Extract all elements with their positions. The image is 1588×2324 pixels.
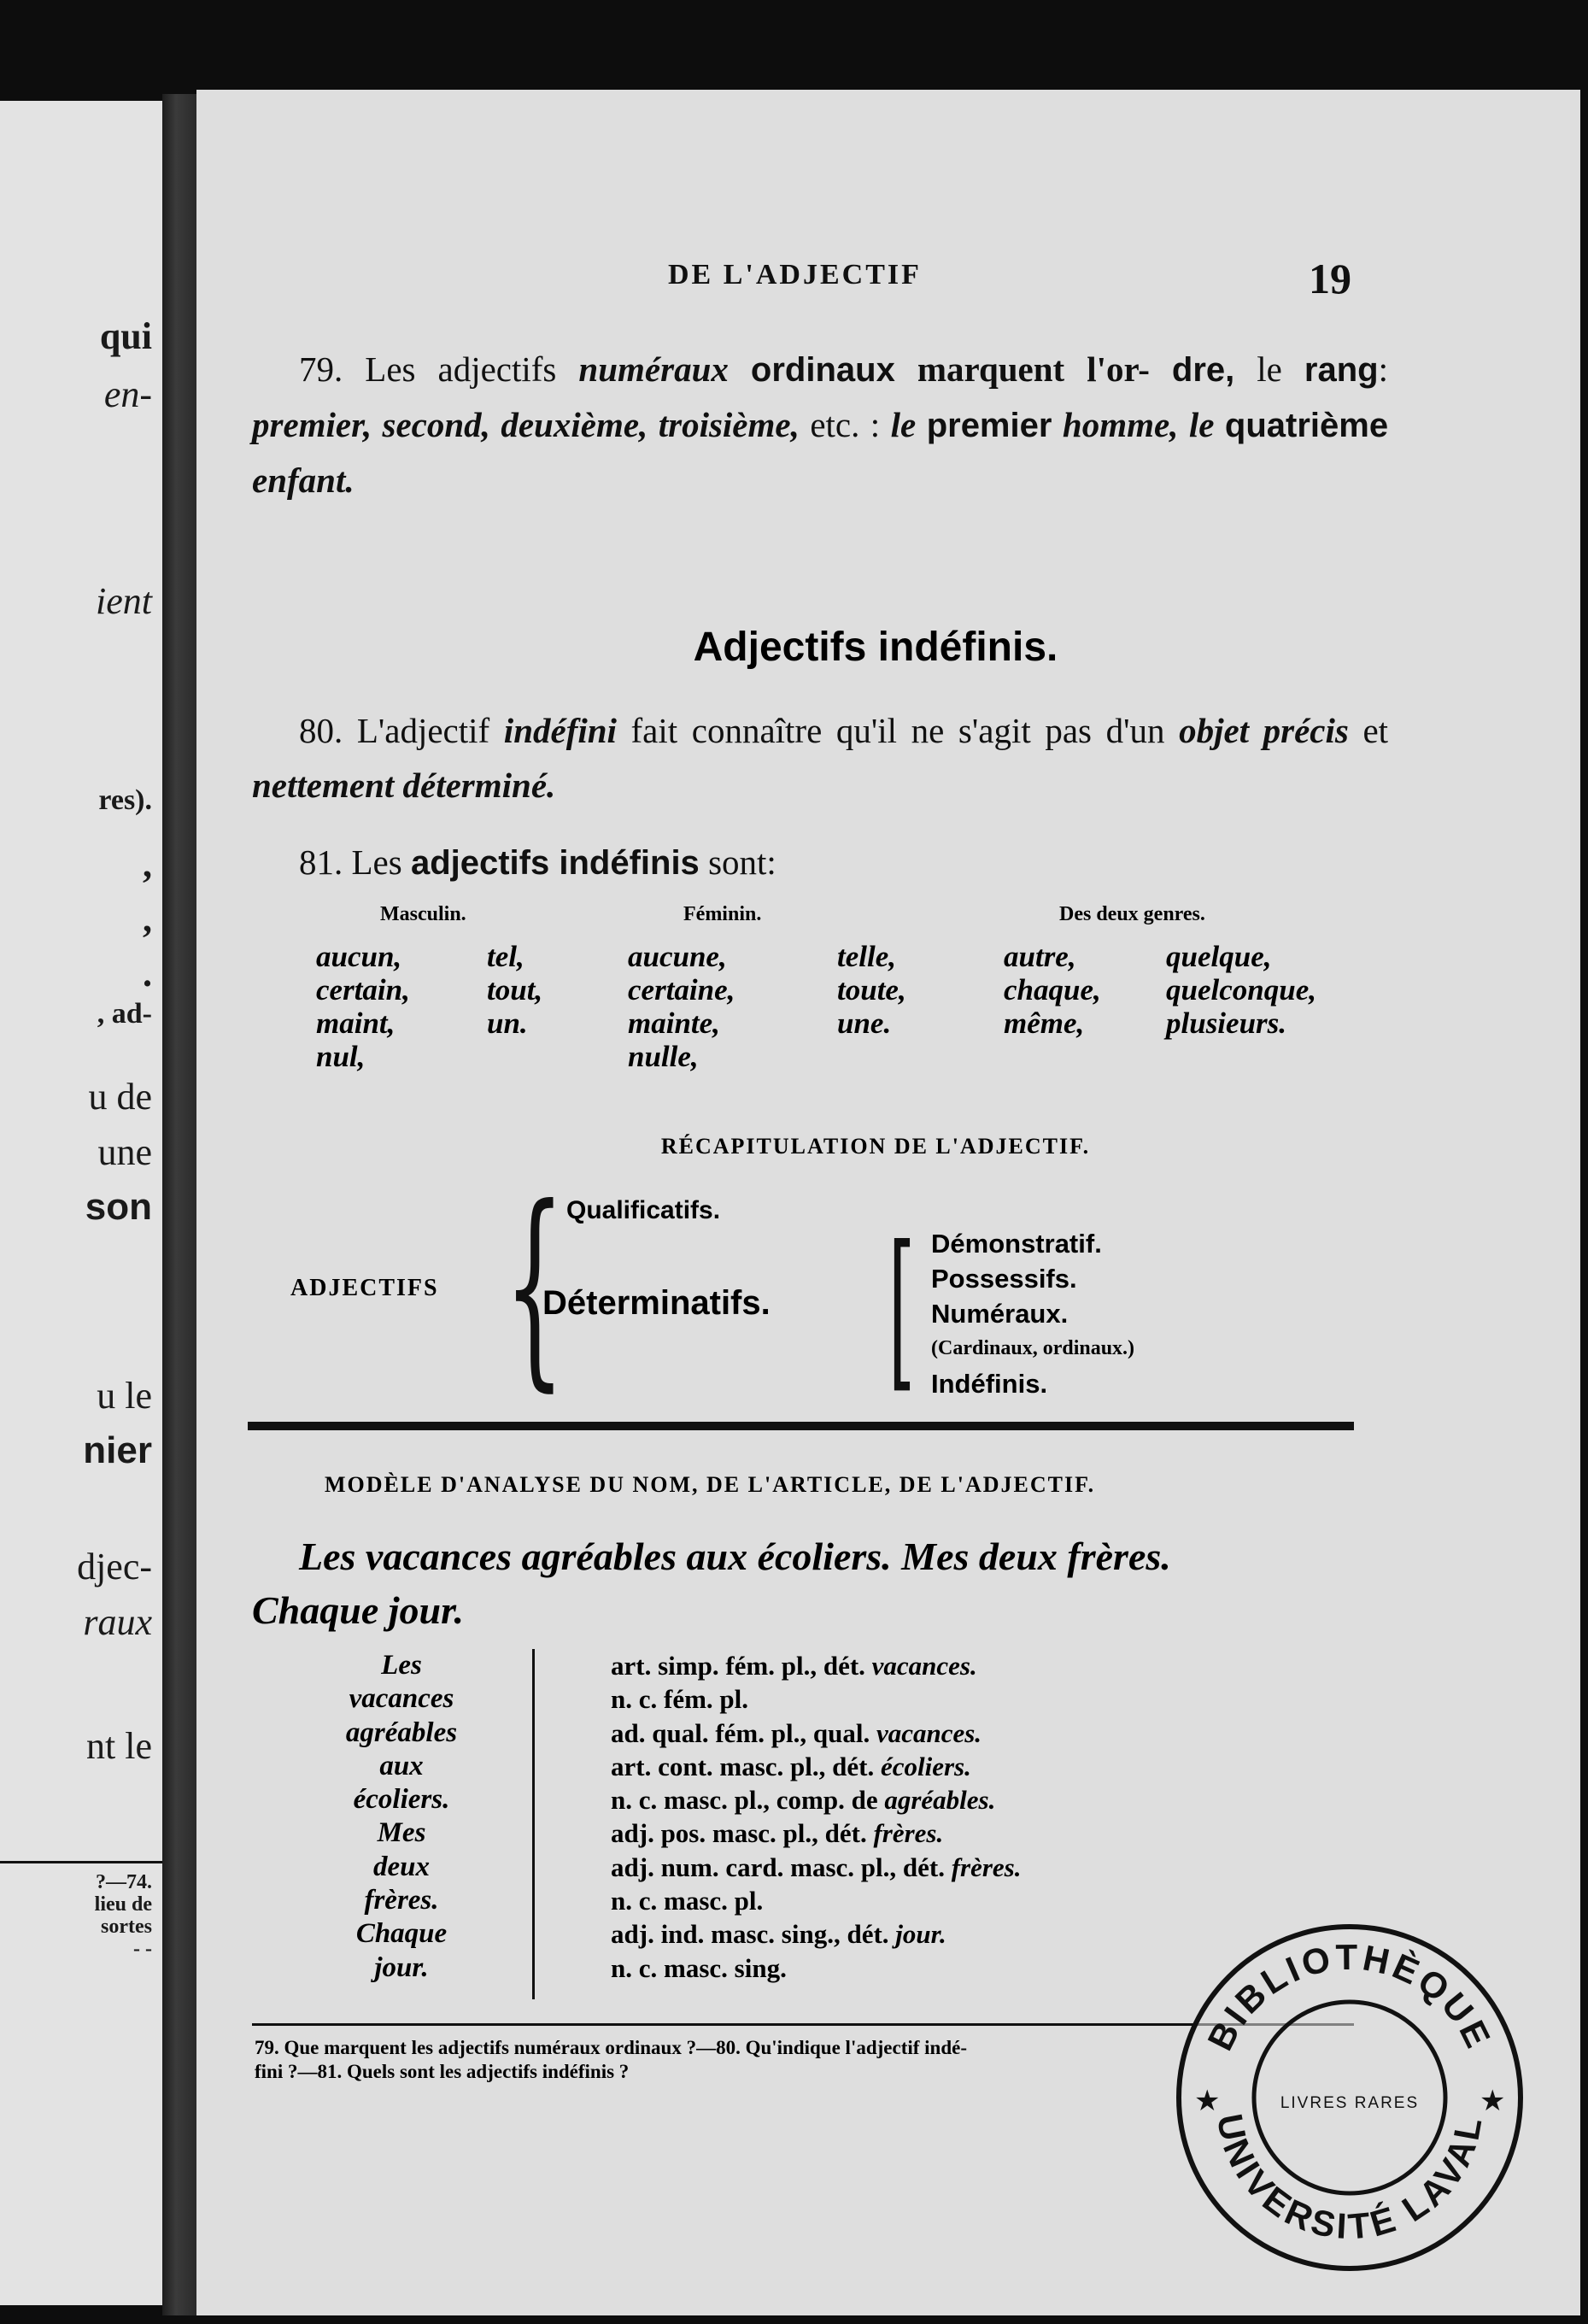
page-number: 19	[1309, 255, 1351, 302]
analysis-description-column	[611, 1649, 1022, 1985]
analysis-word: jour.	[374, 1951, 429, 1983]
stamp-center-text: LIVRES RARES	[1280, 2094, 1420, 2112]
fragment: .	[143, 953, 152, 995]
recap-determinatifs: Déterminatifs.	[542, 1284, 771, 1322]
fragment: u le	[97, 1375, 152, 1417]
word: nulle,	[628, 1040, 699, 1073]
masculine-column-2	[487, 940, 542, 1040]
fragment: , ad-	[97, 998, 152, 1030]
paragraph-79: 79. Les adjectifs numéraux ordinaux marquent l'or- dre, le rang: premier, second, deuxième, troisième, etc. : le premier homme, le quatrième enfant.	[252, 349, 1389, 500]
word: aucun,	[316, 940, 402, 973]
analysis-row: ad. qual. fém. pl., qual. vacances.	[611, 1717, 982, 1748]
footnote-line: 79. Que marquent les adjectifs numéraux ordinaux ?—80. Qu'indique l'adjectif indé-	[255, 2037, 968, 2058]
analysis-word: aux	[379, 1750, 424, 1781]
analysis-divider	[532, 1649, 535, 1999]
footnote	[255, 2036, 1331, 2084]
analysis-word: Les	[381, 1650, 422, 1681]
word: certain,	[316, 973, 410, 1006]
recap-sub: Indéfinis.	[931, 1369, 1048, 1399]
word: une.	[837, 1006, 892, 1040]
both-genders-column-2	[1166, 940, 1316, 1040]
paragraph-80: 80. L'adjectif indéfini fait connaître qu'il ne s'agit pas d'un objet précis et nettement déterminé.	[252, 711, 1389, 805]
star-icon: ★	[1194, 2084, 1221, 2118]
footnote-line: fini ?—81. Quels sont les adjectifs indéfinis ?	[255, 2061, 630, 2082]
fragment: ,	[143, 843, 152, 885]
masculine-heading: Masculin.	[380, 903, 466, 925]
analysis-row: adj. ind. masc. sing., dét. jour.	[611, 1919, 946, 1950]
brace-icon: {	[504, 1161, 565, 1410]
fragment: res).	[98, 784, 152, 816]
fragment: qui	[99, 315, 152, 357]
recap-sub: Possessifs.	[931, 1264, 1077, 1294]
recap-title: RÉCAPITULATION DE L'ADJECTIF.	[660, 1134, 1091, 1159]
fragment: - -	[133, 1938, 152, 1960]
example-line: Les vacances agréables aux écoliers. Mes deux frères.	[299, 1535, 1171, 1578]
recap-sub-note: (Cardinaux, ordinaux.)	[931, 1337, 1135, 1359]
word: maint,	[316, 1006, 396, 1040]
fragment: djec-	[77, 1546, 152, 1587]
word: telle,	[837, 940, 896, 973]
paragraph-number: 81.	[299, 842, 343, 882]
both-genders-column-1	[1004, 940, 1101, 1040]
analysis-word: Mes	[377, 1817, 426, 1849]
feminine-heading: Féminin.	[683, 903, 762, 925]
word: un.	[487, 1006, 528, 1040]
both-genders-heading: Des deux genres.	[1059, 903, 1205, 925]
analysis-row: art. simp. fém. pl., dét. vacances.	[611, 1651, 977, 1681]
word: tout,	[487, 973, 543, 1006]
recap-sub: Numéraux.	[931, 1299, 1069, 1329]
word: quelconque,	[1166, 973, 1316, 1006]
section-divider	[248, 1422, 1354, 1430]
analysis-row: n. c. masc. pl., comp. de agréables.	[611, 1785, 996, 1816]
section-heading: Adjectifs indéfinis.	[693, 625, 1058, 670]
word: même,	[1004, 1006, 1085, 1040]
paragraph-number: 80.	[299, 711, 343, 750]
fragment: son	[85, 1186, 152, 1228]
paragraph-81: 81. Les adjectifs indéfinis sont:	[252, 835, 1388, 890]
analysis-word-column	[308, 1649, 495, 1985]
fragment: une	[97, 1131, 152, 1173]
analysis-row: art. cont. masc. pl., dét. écoliers.	[611, 1751, 971, 1781]
recap-sub: Démonstratif.	[931, 1229, 1102, 1259]
word: autre,	[1004, 940, 1076, 973]
word: mainte,	[628, 1006, 720, 1040]
fragment: nier	[83, 1429, 152, 1471]
example-sentence	[252, 1529, 1388, 1637]
word: nul,	[316, 1040, 366, 1073]
word: tel,	[487, 940, 524, 973]
model-title: MODÈLE D'ANALYSE DU NOM, DE L'ARTICLE, DE L'ADJECTIF.	[325, 1472, 1096, 1497]
feminine-column-2	[837, 940, 906, 1040]
analysis-row: n. c. fém. pl.	[611, 1684, 749, 1715]
paragraph-number: 79.	[299, 349, 343, 389]
word: quelque,	[1166, 940, 1272, 973]
analysis-row: adj. pos. masc. pl., dét. frères.	[611, 1818, 944, 1849]
footnote-rule	[0, 1861, 162, 1863]
analysis-word: frères.	[364, 1885, 439, 1916]
fragment: nt le	[86, 1725, 152, 1767]
word: aucune,	[628, 940, 727, 973]
book-spine	[162, 94, 196, 2315]
stamp-top-text: BIBLIOTHÈQUE	[1199, 1936, 1500, 2057]
analysis-word: Chaque	[355, 1918, 448, 1950]
running-title: DE L'ADJECTIF	[668, 259, 922, 290]
analysis-row: n. c. masc. sing.	[611, 1952, 787, 1983]
brace-icon: [	[888, 1210, 916, 1409]
fragment: lieu de	[94, 1893, 152, 1916]
star-icon: ★	[1480, 2084, 1506, 2118]
analysis-word: écoliers.	[353, 1784, 450, 1816]
analysis-row: n. c. masc. pl.	[611, 1886, 764, 1916]
example-line: Chaque jour.	[252, 1588, 464, 1632]
analysis-word: deux	[373, 1851, 430, 1882]
analysis-word: agréables	[345, 1717, 458, 1748]
word: plusieurs.	[1166, 1006, 1287, 1040]
library-stamp	[1170, 1918, 1529, 2277]
word: certaine,	[628, 973, 735, 1006]
analysis-word: vacances	[349, 1683, 454, 1715]
fragment: u de	[88, 1076, 152, 1118]
recap-root-label: ADJECTIFS	[290, 1275, 439, 1301]
fragment: ient	[96, 580, 152, 622]
feminine-column-1	[628, 940, 735, 1073]
word: toute,	[837, 973, 906, 1006]
previous-page-sliver	[0, 101, 162, 2305]
analysis-row: adj. num. card. masc. pl., dét. frères.	[611, 1852, 1022, 1882]
fragment: sortes	[101, 1916, 152, 1938]
masculine-column-1	[316, 940, 410, 1073]
fragment: en-	[103, 373, 152, 415]
fragment: raux	[83, 1601, 152, 1643]
word: chaque,	[1004, 973, 1101, 1006]
stamp-bottom-text: UNIVERSITÉ LAVAL	[1209, 2110, 1491, 2247]
recap-qualificatifs: Qualificatifs.	[566, 1196, 721, 1224]
fragment: ?—74.	[96, 1871, 152, 1893]
recap-sub-list	[931, 1226, 1134, 1401]
fragment: ,	[143, 898, 152, 940]
